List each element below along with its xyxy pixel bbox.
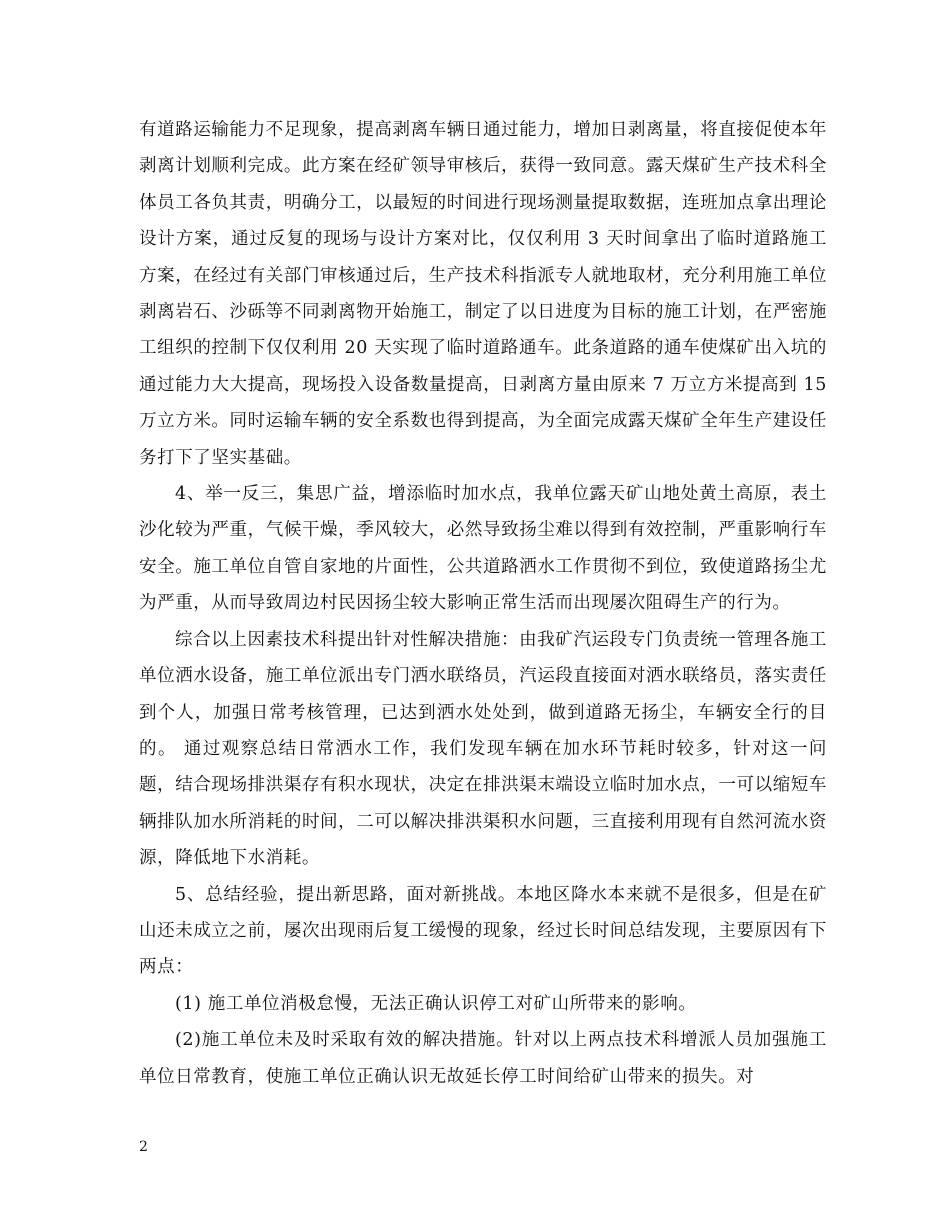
paragraph-3: 综合以上因素技术科提出针对性解决措施：由我矿汽运段专门负责统一管理各施工单位洒水设备，施工单位派出专门洒水联络员，汽运段直接面对洒水联络员，落实责任到个人，加强日常考核管理，已达到洒水处处到，做到道路无扬尘，车辆安全行的目的。 通过观察总结日常洒水工作，我们发现车辆在加水环节耗时较多，针对这一问题，结合现场排洪渠存有积水现状，决定在排洪渠末端设立临时加水点，一可以缩短车辆排队加水所消耗的时间，二可以解决排洪渠积水问题，三直接利用现有自然河流水资源，降低地下水消耗。 <box>139 629 827 869</box>
paragraph-2: 4、举一反三，集思广益，增添临时加水点，我单位露天矿山地处黄土高原，表土沙化较为严重，气候干燥，季风较大，必然导致扬尘难以得到有效控制，严重影响行车安全。施工单位自管自家地的片面性，公共道路洒水工作贯彻不到位，致使道路扬尘尤为严重，从而导致周边村民因扬尘较大影响正常生活而出现屡次阻碍生产的行为。 <box>139 484 827 614</box>
page-number: 2 <box>139 1139 148 1155</box>
body-text <box>139 112 827 1095</box>
paragraph-6: (2)施工单位未及时采取有效的解决措施。针对以上两点技术科增派人员加强施工单位日常教育，使施工单位正确认识无故延长停工时间给矿山带来的损失。对 <box>139 1030 827 1087</box>
paragraph-1: 有道路运输能力不足现象，提高剥离车辆日通过能力，增加日剥离量，将直接促使本年剥离计划顺利完成。此方案在经矿领导审核后，获得一致同意。露天煤矿生产技术科全体员工各负其责，明确分工，以最短的时间进行现场测量提取数据，连班加点拿出理论设计方案，通过反复的现场与设计方案对比，仅仅利用 3 天时间拿出了临时道路施工方案，在经过有关部门审核通过后，生产技术科指派专人就地取材，充分利用施工单位剥离岩石、沙砾等不同剥离物开始施工，制定了以日进度为目标的施工计划，在严密施工组织的控制下仅仅利用 20 天实现了临时道路通车。此条道路的通车使煤矿出入坑的通过能力大大提高，现场投入设备数量提高，日剥离方量由原来 7 万立方米提高到 15 万立方米。同时运输车辆的安全系数也得到提高，为全面完成露天煤矿全年生产建设任务打下了坚实基础。 <box>139 120 827 468</box>
paragraph-5: (1) 施工单位消极怠慢，无法正确认识停工对矿山所带来的影响。 <box>175 993 697 1014</box>
paragraph-4: 5、总结经验，提出新思路，面对新挑战。本地区降水本来就不是很多，但是在矿山还未成立之前，屡次出现雨后复工缓慢的现象，经过长时间总结发现，主要原因有下两点： <box>139 884 827 978</box>
